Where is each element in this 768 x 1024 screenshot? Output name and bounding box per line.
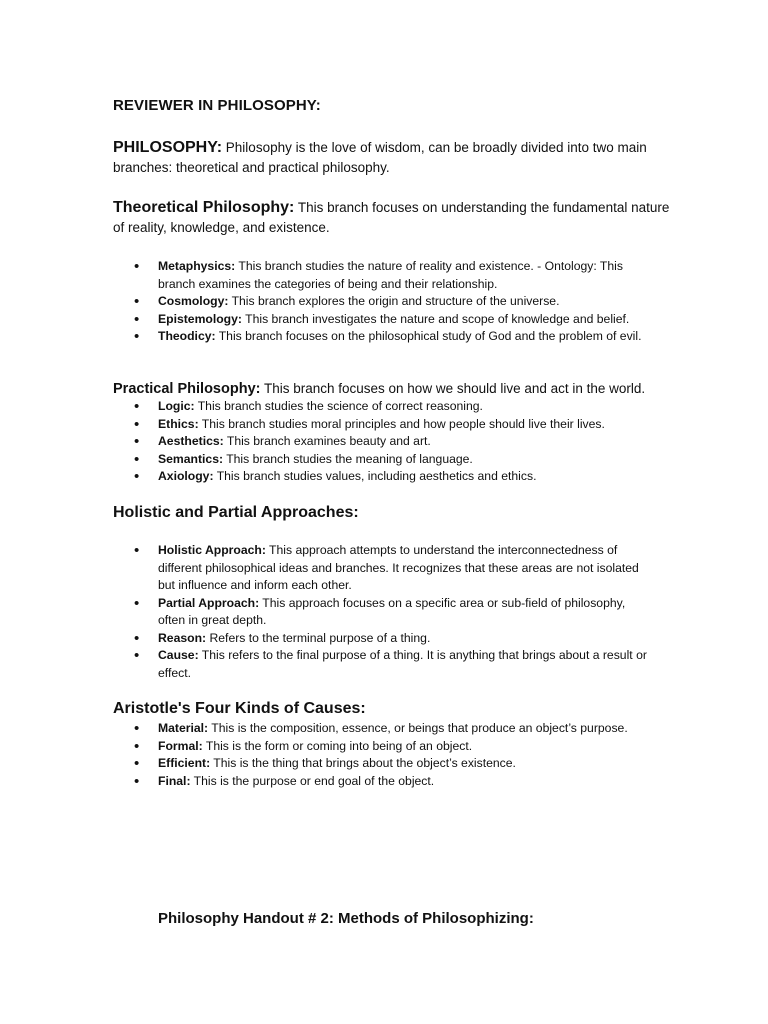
definition-efficient: This is the thing that brings about the object’s existence.: [210, 756, 516, 770]
practical-branch-list: [113, 398, 653, 486]
philosophy-lead: PHILOSOPHY:: [113, 139, 223, 156]
definition-aesthetics: This branch examines beauty and art.: [223, 434, 431, 448]
definition-material: This is the composition, essence, or beings that produce an object’s purpose.: [208, 721, 628, 735]
term-final: Final:: [158, 773, 191, 788]
term-reason: Reason:: [158, 630, 207, 645]
list-item-material-cause: [113, 720, 653, 738]
term-metaphysics: Metaphysics:: [158, 259, 236, 273]
list-item-reason: [113, 630, 653, 648]
theoretical-text: This branch focuses on understanding the fundamental nature of reality, knowledge, and existence.: [113, 200, 670, 235]
definition-metaphysics: This branch studies the nature of reality and existence. - Ontology: This branch examines the categories of being and their relationship.: [158, 259, 623, 291]
list-item-semantics: [113, 451, 653, 469]
philosophy-text: Philosophy is the love of wisdom, can be broadly divided into two main branches: theoretical and practical philosophy.: [113, 140, 647, 175]
definition-cosmology: This branch explores the origin and structure of the universe.: [228, 294, 560, 308]
theoretical-paragraph: [113, 198, 673, 238]
definition-logic: This branch studies the science of correct reasoning.: [194, 399, 483, 413]
term-theodicy: Theodicy:: [158, 329, 216, 343]
term-formal: Formal:: [158, 738, 203, 753]
term-cosmology: Cosmology:: [158, 294, 229, 308]
term-aesthetics: Aesthetics:: [158, 434, 224, 448]
list-item-aesthetics: [113, 433, 653, 451]
approaches-heading: Holistic and Partial Approaches:: [113, 504, 359, 521]
definition-axiology: This branch studies values, including aesthetics and ethics.: [213, 469, 537, 483]
practical-lead: Practical Philosophy:: [113, 381, 261, 397]
approaches-list: [113, 542, 653, 682]
document-title: REVIEWER IN PHILOSOPHY:: [113, 97, 321, 114]
definition-reason: Refers to the terminal purpose of a thing.: [206, 630, 431, 645]
theoretical-lead: Theoretical Philosophy:: [113, 199, 295, 216]
list-item-cause: [113, 647, 653, 682]
list-item-epistemology: [113, 311, 653, 329]
causes-list: [113, 720, 653, 790]
list-item-logic: [113, 398, 653, 416]
list-item-efficient-cause: [113, 755, 653, 773]
term-cause: Cause:: [158, 648, 199, 662]
list-item-theodicy: [113, 328, 653, 346]
definition-semantics: This branch studies the meaning of language.: [223, 451, 473, 466]
definition-theodicy: This branch focuses on the philosophical study of God and the problem of evil.: [215, 329, 642, 343]
definition-cause: This refers to the final purpose of a thing. It is anything that brings about a result or effect.: [158, 648, 647, 680]
list-item-partial-approach: [113, 595, 653, 630]
list-item-holistic-approach: [113, 542, 653, 595]
list-item-formal-cause: [113, 738, 653, 756]
definition-partial-approach: This approach focuses on a specific area or sub-field of philosophy, often in great depth.: [158, 595, 626, 627]
term-semantics: Semantics:: [158, 451, 224, 466]
definition-holistic-approach: This approach attempts to understand the interconnectedness of different philosophical ideas and branches. It recognizes that these areas are not isolated but influence and inform each other.: [158, 543, 639, 592]
definition-ethics: This branch studies moral principles and how people should live their lives.: [198, 416, 605, 431]
list-item-axiology: [113, 468, 653, 486]
definition-final: This is the purpose or end goal of the object.: [190, 773, 435, 788]
term-efficient: Efficient:: [158, 756, 211, 770]
term-logic: Logic:: [158, 399, 195, 413]
definition-epistemology: This branch investigates the nature and scope of knowledge and belief.: [241, 311, 630, 326]
practical-text: This branch focuses on how we should live and act in the world.: [260, 381, 646, 396]
practical-paragraph: [113, 379, 673, 399]
theoretical-branch-list: [113, 258, 653, 346]
list-item-final-cause: [113, 773, 653, 791]
term-epistemology: Epistemology:: [158, 311, 242, 326]
term-holistic-approach: Holistic Approach:: [158, 543, 266, 557]
handout-title: Philosophy Handout # 2: Methods of Philosophizing:: [158, 910, 534, 927]
term-material: Material:: [158, 721, 209, 735]
causes-heading: Aristotle's Four Kinds of Causes:: [113, 700, 366, 717]
term-axiology: Axiology:: [158, 469, 214, 483]
philosophy-paragraph: [113, 138, 673, 178]
term-ethics: Ethics:: [158, 416, 199, 431]
definition-formal: This is the form or coming into being of an object.: [202, 738, 473, 753]
term-partial-approach: Partial Approach:: [158, 595, 260, 610]
list-item-ethics: [113, 416, 653, 434]
list-item-cosmology: [113, 293, 653, 311]
list-item-metaphysics: [113, 258, 653, 293]
